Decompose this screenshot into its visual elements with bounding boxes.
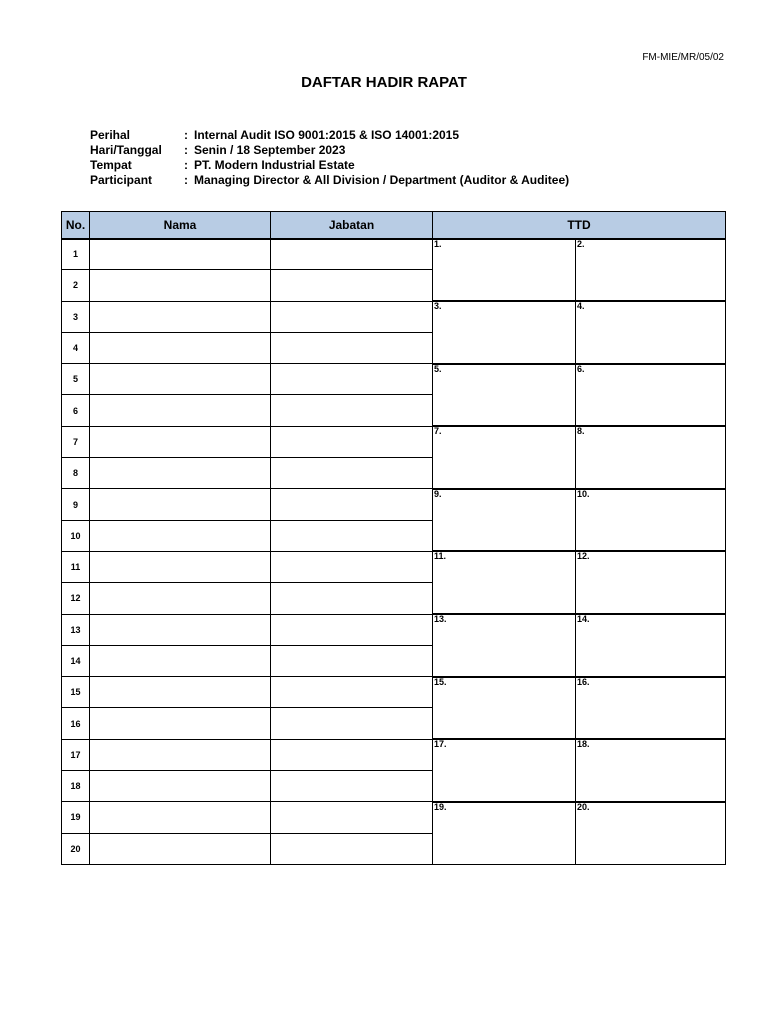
meta-value: PT. Modern Industrial Estate xyxy=(194,158,355,172)
attendance-table xyxy=(61,211,726,865)
nama-cell[interactable] xyxy=(90,395,271,426)
row-number: 6 xyxy=(62,395,90,426)
table-row xyxy=(62,614,726,645)
jabatan-cell[interactable] xyxy=(271,270,433,301)
nama-cell[interactable] xyxy=(90,708,271,739)
meta-separator: : xyxy=(184,173,188,187)
jabatan-cell[interactable] xyxy=(271,677,433,708)
nama-cell[interactable] xyxy=(90,583,271,614)
jabatan-cell[interactable] xyxy=(271,771,433,802)
jabatan-cell[interactable] xyxy=(271,645,433,676)
row-number: 2 xyxy=(62,270,90,301)
meta-value: Internal Audit ISO 9001:2015 & ISO 14001:2015 xyxy=(194,128,460,142)
table-row xyxy=(62,739,726,770)
row-number: 19 xyxy=(62,802,90,833)
nama-cell[interactable] xyxy=(90,739,271,770)
nama-cell[interactable] xyxy=(90,645,271,676)
meta-separator: : xyxy=(184,158,188,172)
page-title: DAFTAR HADIR RAPAT xyxy=(301,74,467,91)
signature-cell[interactable]: 1. xyxy=(433,239,576,302)
nama-cell[interactable] xyxy=(90,489,271,520)
nama-cell[interactable] xyxy=(90,771,271,802)
row-number: 5 xyxy=(62,364,90,395)
meta-row-tempat xyxy=(90,158,569,173)
table-row xyxy=(62,364,726,395)
nama-cell[interactable] xyxy=(90,301,271,332)
row-number: 3 xyxy=(62,301,90,332)
jabatan-cell[interactable] xyxy=(271,426,433,457)
meta-value: Managing Director & All Division / Department (Auditor & Auditee) xyxy=(194,173,570,187)
jabatan-cell[interactable] xyxy=(271,520,433,551)
table-header-row xyxy=(62,212,726,239)
nama-cell[interactable] xyxy=(90,364,271,395)
signature-cell[interactable]: 18. xyxy=(576,739,726,802)
meta-label: Hari/Tanggal xyxy=(90,143,162,157)
meta-row-hari-tanggal xyxy=(90,143,569,158)
signature-cell[interactable]: 14. xyxy=(576,614,726,677)
meta-separator: : xyxy=(184,128,188,142)
table-row xyxy=(62,677,726,708)
jabatan-cell[interactable] xyxy=(271,614,433,645)
nama-cell[interactable] xyxy=(90,426,271,457)
row-number: 9 xyxy=(62,489,90,520)
jabatan-cell[interactable] xyxy=(271,364,433,395)
nama-cell[interactable] xyxy=(90,458,271,489)
signature-cell[interactable]: 12. xyxy=(576,551,726,614)
nama-cell[interactable] xyxy=(90,802,271,833)
row-number: 7 xyxy=(62,426,90,457)
row-number: 4 xyxy=(62,332,90,363)
header-nama: Nama xyxy=(90,212,271,239)
nama-cell[interactable] xyxy=(90,677,271,708)
nama-cell[interactable] xyxy=(90,270,271,301)
jabatan-cell[interactable] xyxy=(271,332,433,363)
signature-cell[interactable]: 11. xyxy=(433,551,576,614)
row-number: 18 xyxy=(62,771,90,802)
signature-cell[interactable]: 3. xyxy=(433,301,576,364)
header-no: No. xyxy=(62,212,90,239)
jabatan-cell[interactable] xyxy=(271,395,433,426)
signature-cell[interactable]: 2. xyxy=(576,239,726,302)
nama-cell[interactable] xyxy=(90,551,271,582)
row-number: 20 xyxy=(62,833,90,864)
meta-value: Senin / 18 September 2023 xyxy=(194,143,346,157)
meeting-details xyxy=(90,128,569,188)
header-ttd: TTD xyxy=(433,212,726,239)
nama-cell[interactable] xyxy=(90,614,271,645)
table-row xyxy=(62,426,726,457)
table-row xyxy=(62,489,726,520)
table-row xyxy=(62,301,726,332)
signature-cell[interactable]: 9. xyxy=(433,489,576,552)
row-number: 17 xyxy=(62,739,90,770)
row-number: 14 xyxy=(62,645,90,676)
table-row xyxy=(62,239,726,270)
row-number: 11 xyxy=(62,551,90,582)
jabatan-cell[interactable] xyxy=(271,833,433,864)
signature-cell[interactable]: 8. xyxy=(576,426,726,489)
jabatan-cell[interactable] xyxy=(271,551,433,582)
form-code: FM-MIE/MR/05/02 xyxy=(642,52,724,63)
row-number: 1 xyxy=(62,239,90,270)
signature-cell[interactable]: 15. xyxy=(433,677,576,740)
table-row xyxy=(62,802,726,833)
jabatan-cell[interactable] xyxy=(271,301,433,332)
nama-cell[interactable] xyxy=(90,833,271,864)
signature-cell[interactable]: 7. xyxy=(433,426,576,489)
jabatan-cell[interactable] xyxy=(271,802,433,833)
row-number: 16 xyxy=(62,708,90,739)
jabatan-cell[interactable] xyxy=(271,239,433,270)
nama-cell[interactable] xyxy=(90,239,271,270)
row-number: 15 xyxy=(62,677,90,708)
meta-separator: : xyxy=(184,143,188,157)
row-number: 8 xyxy=(62,458,90,489)
table-row xyxy=(62,551,726,582)
meta-label: Participant xyxy=(90,173,153,187)
signature-cell[interactable]: 10. xyxy=(576,489,726,552)
jabatan-cell[interactable] xyxy=(271,583,433,614)
jabatan-cell[interactable] xyxy=(271,489,433,520)
meta-row-perihal xyxy=(90,128,569,143)
row-number: 10 xyxy=(62,520,90,551)
row-number: 13 xyxy=(62,614,90,645)
row-number: 12 xyxy=(62,583,90,614)
meta-label: Tempat xyxy=(90,158,132,172)
signature-cell[interactable]: 6. xyxy=(576,364,726,427)
signature-cell[interactable]: 20. xyxy=(576,802,726,865)
nama-cell[interactable] xyxy=(90,332,271,363)
signature-cell[interactable]: 13. xyxy=(433,614,576,677)
jabatan-cell[interactable] xyxy=(271,708,433,739)
signature-cell[interactable]: 4. xyxy=(576,301,726,364)
signature-cell[interactable]: 17. xyxy=(433,739,576,802)
nama-cell[interactable] xyxy=(90,520,271,551)
header-jabatan: Jabatan xyxy=(271,212,433,239)
signature-cell[interactable]: 19. xyxy=(433,802,576,865)
meta-label: Perihal xyxy=(90,128,131,142)
jabatan-cell[interactable] xyxy=(271,458,433,489)
signature-cell[interactable]: 5. xyxy=(433,364,576,427)
signature-cell[interactable]: 16. xyxy=(576,677,726,740)
jabatan-cell[interactable] xyxy=(271,739,433,770)
meta-row-participant xyxy=(90,173,569,188)
